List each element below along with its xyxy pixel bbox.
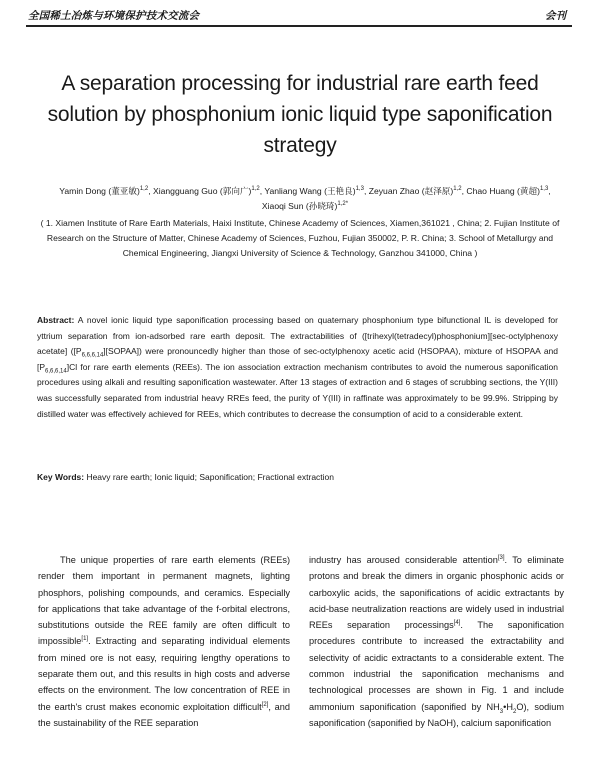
subscript: 6,6,6,14 (45, 368, 67, 375)
author-chinese-name: (孙晓琦) (305, 201, 338, 211)
body-text: O), sodium saponification (saponified by NaOH), calcium saponification (309, 701, 564, 728)
body-column-left (38, 552, 290, 731)
author-affiliation-mark: 1,2 (251, 186, 260, 193)
author-affiliation-mark: 1,2* (337, 201, 349, 208)
abstract-text: ][SOPAA]) were pronouncedly higher than those of sec-octylphenoxy acetic acid (HSOPAA), mixture of HSOPAA and [P (37, 346, 559, 372)
author-chinese-name: (王艳良) (324, 186, 356, 196)
body-text: , and the sustainability of the REE separation (38, 701, 290, 728)
body-text: The unique properties of rare earth elements (REEs) render them important in permanent magnets, lighting phosphors, polishing compounds, and ceramics. Especially for applications that take advantage of the f-orbital electrons, substitutions outside the REE family are often difficult to impossible (38, 555, 290, 647)
running-header (28, 6, 566, 24)
body-text: . Extracting and separating individual elements from mined ore is not easy, requiring lengthy operations to separate them out, and this results in high costs and adverse effects on the environment. The low concentration of REE in the earth's crust makes economic exploitation difficult (38, 636, 290, 712)
author-name: Yanliang Wang (264, 186, 322, 196)
keywords (37, 470, 558, 484)
author-list: Yamin Dong (董亚敏)$^{1,2}$, Xiangguang Guo (郭向广)$^{1,2}$, Yanliang Wang (王艳良)$^{1,3}$, Zeyuan Zhao (赵泽原)$^{1,2}$, Chao Huang (黄超)$^{1,3}$, Xiaoqi Sun (孙晓琦)$^{1,2*}$ (59, 186, 551, 211)
citation: [3] (497, 554, 505, 561)
author-affiliation-mark: 1,3 (539, 186, 549, 193)
author-affiliation-mark: 1,2 (453, 186, 462, 193)
body-text: . To eliminate protons and break the dimers in organic phosphonic acids or carboxylic acids, the saponifications of acidic extractants by acid-base neutralization reactions are widely used in industrial REEs separation processings (309, 555, 564, 631)
body-text: industry has aroused considerable attention (309, 555, 498, 565)
citation: [2] (261, 701, 269, 708)
author-chinese-name: (董亚敏) (108, 186, 140, 196)
abstract-text: A novel ionic liquid type saponification processing based on quaternary phosphonium type bifunctional IL is developed for yttrium separation from ion-adsorbed rare earth deposit. The extractabilities of ([trihexyl(tetradecyl)phosphonium][sec-octylphenoxy acetate] ([P (37, 315, 558, 357)
conference-name: 全国稀土冶炼与环境保护技术交流会 (28, 10, 200, 22)
author-affiliation-mark: 1,3 (355, 186, 364, 193)
subscript: 6,6,6,14 (81, 352, 104, 359)
author-chinese-name: (黄超) (517, 186, 540, 196)
subscript: 3 (499, 708, 504, 715)
abstract (37, 313, 558, 422)
header-rule (26, 25, 572, 27)
citation: [4] (453, 620, 461, 627)
subscript: 2 (512, 708, 517, 715)
abstract-label: Abstract: (37, 315, 75, 325)
keywords-label: Key Words: (37, 472, 85, 482)
abstract-text: ]Cl for rare earth elements (REEs). The ion association extraction mechanism contributes to avoid the numerous saponification procedures using alkali and resulting saponification wastewater. After 13 stages of extraction and 6 stages of scrubbing sections, the Y(III) was successfully separated from industrial heavy RREs feed, the purity of Y(III) in raffinate was approximately to be 99.9%. Stripping by distilled water was effectively achieved for REEs, which contributes to decrease the consumption of acid to a considerable extent. (37, 361, 558, 419)
citation: [1] (81, 636, 89, 643)
author-chinese-name: (郭向广) (219, 186, 252, 196)
author-name: Xiangguang Guo (152, 186, 218, 196)
keywords-text: Heavy rare earth; Ionic liquid; Saponification; Fractional extraction (84, 472, 335, 482)
affiliations: ( 1. Xiamen Institute of Rare Earth Materials, Haixi Institute, Chinese Academy of Sciences, Xiamen,361021 , China; 2. Fujian Institute of Research on the Structure of Matter, Chinese Academy of Sciences, Fuzhou, Fujian 350002, P. R. China; 3. School of Metallurgy and Chemical Engineering, Jiangxi University of Science & Technology, Ganzhou 341000, China ) (40, 218, 560, 258)
body-text: •H (503, 701, 513, 712)
author-chinese-name: (赵泽原) (421, 186, 454, 196)
author-name: Yamin Dong (59, 186, 106, 196)
section-label: 会刊 (545, 10, 566, 22)
body-text: . The saponification procedures contribute to increased the extractability and selectivity of acidic extractants to a considerable extent. The common industrial the saponification mechanisms and technological processes are shown in Fig. 1 and include ammonium saponification (saponified by NH (309, 620, 564, 712)
author-name: Zeyuan Zhao (368, 186, 420, 196)
paper-title: A separation processing for industrial rare earth feed solution by phosphonium ionic liquid type saponification strategy (47, 72, 553, 157)
author-name: Xiaoqi Sun (261, 201, 304, 211)
body-column-right (309, 552, 564, 731)
author-affiliation-mark: 1,2 (139, 186, 149, 193)
author-name: Chao Huang (466, 186, 515, 196)
